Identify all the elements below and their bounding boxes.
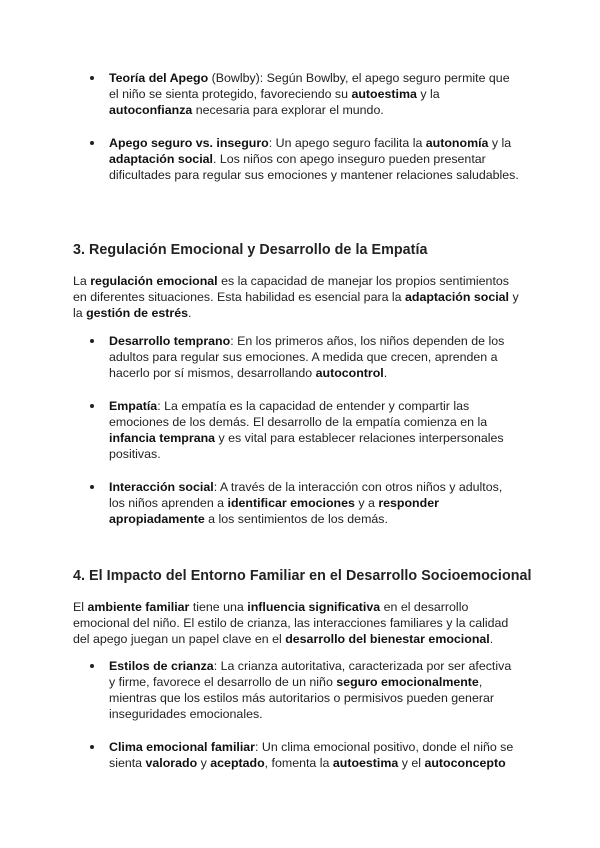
- bullet-icon: [90, 485, 94, 489]
- list-item: [90, 333, 520, 381]
- list-item: [90, 70, 520, 118]
- bold-term: autoconfianza: [109, 103, 193, 117]
- list-item-text: [109, 135, 520, 183]
- bullet-icon: [90, 76, 94, 80]
- text-run: a los sentimientos de los demás.: [204, 512, 388, 526]
- text-run: , fomenta la: [264, 756, 333, 770]
- text-run: y la: [416, 87, 440, 101]
- bold-term: autoestima: [351, 87, 417, 101]
- bold-term: influencia significativa: [247, 600, 381, 614]
- text-run: necesaria para explorar el mundo.: [192, 103, 384, 117]
- text-run: . Los niños con apego inseguro pueden presentar dificultades para regular sus emociones y mantener relaciones saludables.: [109, 152, 519, 182]
- section-heading-4: 4. El Impacto del Entorno Familiar en el Desarrollo Socioemocional: [73, 568, 532, 584]
- text-run: es la capacidad de manejar los propios sentimientos en diferentes situaciones. Esta habilidad es esencial para la: [73, 274, 509, 304]
- bold-term: adaptación social: [405, 290, 509, 304]
- text-run: (Bowlby): Según Bowlby, el apego seguro permite que el niño se sienta protegido, favoreciendo su: [109, 71, 510, 101]
- bullet-icon: [90, 404, 94, 408]
- text-run: , mientras que los estilos más autoritarios o permisivos pueden generar inseguridades emocionales.: [109, 675, 494, 721]
- bold-term: gestión de estrés: [86, 306, 189, 320]
- section-4-intro: [73, 599, 521, 647]
- bold-term: ambiente familiar: [87, 600, 190, 614]
- list-item-text: [109, 70, 520, 118]
- bold-term: Apego seguro vs. inseguro: [109, 136, 269, 150]
- list-item-text: [109, 479, 520, 527]
- text-run: y la: [488, 136, 512, 150]
- text-run: : La empatía es la capacidad de entender y compartir las emociones de los demás. El desarrollo de la empatía comienza en la: [109, 399, 488, 429]
- text-run: : La crianza autoritativa, caracterizada por ser afectiva y firme, favorece el desarrollo de un niño: [109, 659, 512, 689]
- bold-term: Clima emocional familiar: [109, 740, 255, 754]
- section-heading-3: 3. Regulación Emocional y Desarrollo de la Empatía: [73, 242, 428, 258]
- bold-term: autocontrol: [315, 366, 384, 380]
- bullet-icon: [90, 141, 94, 145]
- bold-term: valorado: [145, 756, 198, 770]
- list-item: [90, 135, 520, 183]
- list-item-text: [109, 658, 520, 722]
- text-run: y: [197, 756, 211, 770]
- bold-term: regulación emocional: [90, 274, 218, 288]
- list-item: [90, 398, 520, 462]
- text-run: y es vital para establecer relaciones interpersonales positivas.: [109, 431, 504, 461]
- bullet-icon: [90, 339, 94, 343]
- bold-term: autoestima: [332, 756, 399, 770]
- list-item: [90, 479, 520, 527]
- text-run: : Un clima emocional positivo, donde el niño se sienta: [109, 740, 514, 770]
- text-run: y la: [73, 290, 519, 320]
- text-run: : En los primeros años, los niños dependen de los adultos para regular sus emociones. A medida que crecen, aprenden a hacerlo por sí mismos, desarrollando: [109, 334, 505, 380]
- bold-term: Desarrollo temprano: [109, 334, 231, 348]
- bold-term: infancia temprana: [109, 431, 216, 445]
- bold-term: aceptado: [210, 756, 265, 770]
- text-run: .: [489, 632, 494, 646]
- bold-term: seguro emocionalmente: [336, 675, 479, 689]
- bullet-icon: [90, 664, 94, 668]
- emotional-regulation-list: [90, 333, 520, 527]
- attachment-list: [90, 70, 520, 183]
- bold-term: Teoría del Apego: [109, 71, 209, 85]
- text-run: tiene una: [189, 600, 248, 614]
- bold-term: Estilos de crianza: [109, 659, 214, 673]
- bold-term: desarrollo del bienestar emocional: [285, 632, 490, 646]
- bold-term: adaptación social: [109, 152, 213, 166]
- text-run: : Un apego seguro facilita la: [268, 136, 426, 150]
- list-item-text: [109, 333, 520, 381]
- bold-term: Empatía: [109, 399, 158, 413]
- text-run: y el: [398, 756, 425, 770]
- text-run: .: [188, 306, 192, 320]
- section-3-intro: [73, 273, 521, 321]
- bold-term: responder apropiadamente: [109, 496, 439, 526]
- bullet-icon: [90, 745, 94, 749]
- bold-term: autonomía: [425, 136, 489, 150]
- list-item-text: [109, 398, 520, 462]
- bold-term: Interacción social: [109, 480, 214, 494]
- text-run: en el desarrollo emocional del niño. El estilo de crianza, las interacciones familiares y la calidad del apego juegan un papel clave en el: [73, 600, 509, 646]
- bold-term: identificar emociones: [227, 496, 355, 510]
- text-run: .: [383, 366, 388, 380]
- list-item: [90, 739, 520, 771]
- text-run: El: [73, 600, 88, 614]
- list-item: [90, 658, 520, 722]
- text-run: y a: [354, 496, 379, 510]
- text-run: : A través de la interacción con otros niños y adultos, los niños aprenden a: [109, 480, 503, 510]
- list-item-text: [109, 739, 520, 771]
- family-environment-list: [90, 658, 520, 771]
- bold-term: autoconcepto: [424, 756, 506, 770]
- text-run: La: [73, 274, 91, 288]
